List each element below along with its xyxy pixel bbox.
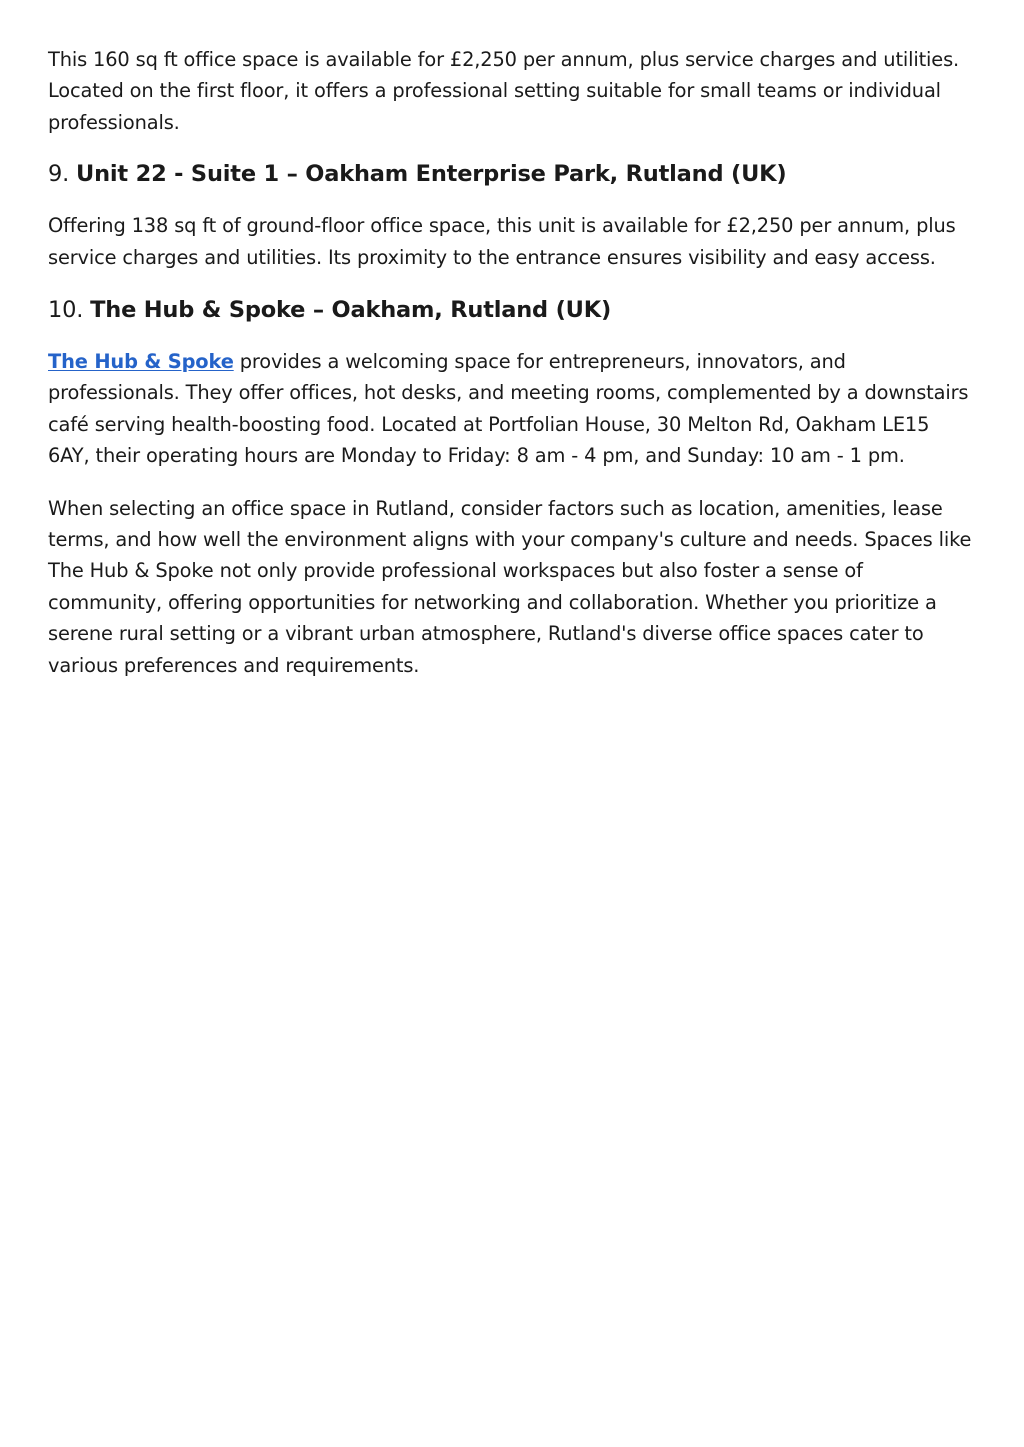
section-number: 9. bbox=[48, 161, 70, 188]
section-title: The Hub & Spoke – Oakham, Rutland (UK) bbox=[90, 297, 612, 324]
section-heading-10 bbox=[48, 295, 976, 325]
section-title: Unit 22 - Suite 1 – Oakham Enterprise Park, Rutland (UK) bbox=[76, 161, 787, 188]
section-body-9: Offering 138 sq ft of ground-floor office space, this unit is available for £2,250 per annum, plus service charges and utilities. Its proximity to the entrance ensures visibility and easy access. bbox=[48, 214, 956, 269]
section-body-text: provides a welcoming space for entrepreneurs, innovators, and professionals. They offer offices, hot desks, and meeting rooms, complemented by a downstairs café serving health-boosting food. Located at Portfolian House, 30 Melton Rd, Oakham LE15 6AY, their operating hours are Monday to Friday: 8 am - 4 pm, and Sunday: 10 am - 1 pm. bbox=[48, 350, 969, 468]
document-page bbox=[48, 44, 976, 681]
section-body-10 bbox=[48, 346, 976, 472]
hub-and-spoke-link[interactable]: The Hub & Spoke bbox=[48, 350, 234, 374]
intro-paragraph: This 160 sq ft office space is available for £2,250 per annum, plus service charges and utilities. Located on the first floor, it offers a professional setting suitable for small teams or individual professionals. bbox=[48, 48, 960, 134]
section-heading-9 bbox=[48, 159, 976, 189]
closing-paragraph: When selecting an office space in Rutland, consider factors such as location, amenities, lease terms, and how well the environment aligns with your company's culture and needs. Spaces like The Hub & Spoke not only provide professional workspaces but also foster a sense of community, offering opportunities for networking and collaboration. Whether you prioritize a serene rural setting or a vibrant urban atmosphere, Rutland's diverse office spaces cater to various preferences and requirements. bbox=[48, 496, 972, 677]
section-number: 10. bbox=[48, 297, 84, 324]
